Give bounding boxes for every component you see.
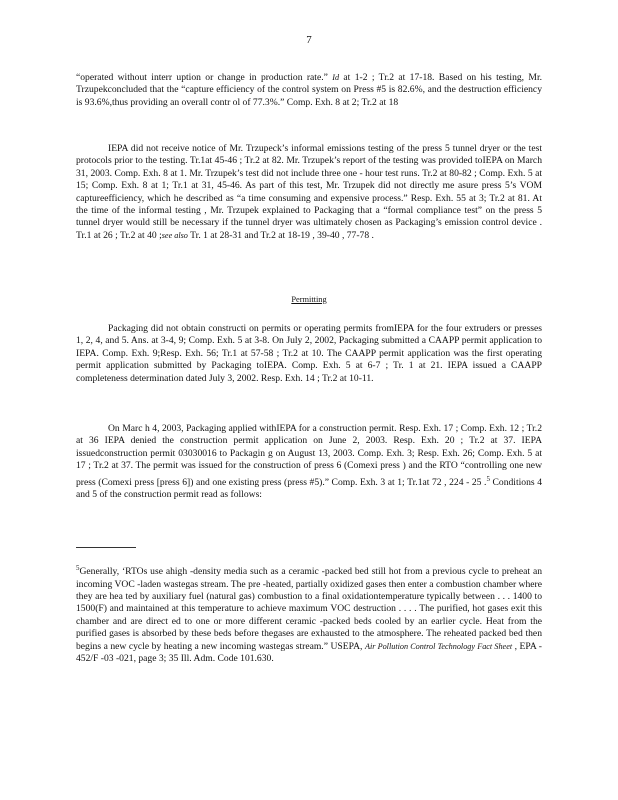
paragraph-permits: Packaging did not obtain constructi on permits or operating permits fromIEPA for the four extruders or presses 1, 2, 4, and 5. Ans. at 3-4, 9; Comp. Exh. 5 at 3-8. On July 2, 2002, Packaging submitted a CAAPP permit application to IEPA. Comp. Exh. 9;Resp. Exh. 56; Tr.1 at 57-58 ; Tr.2 at 10. The CAAPP permit application was the first operating permit application submitted by Packaging toIEPA. Comp. Exh. 5 at 6-7 ; Tr. 1 at 21. IEPA issued a CAAPP completeness determination dated July 3, 2002. Resp. Exh. 14 ; Tr.2 at 10-11. [76,323,542,384]
footnote-reference: 5 [486,474,490,483]
footnote-citation-italic: Air Pollution Control Technology Fact Sheet [364,641,513,651]
section-heading: Permitting [291,295,327,304]
paragraph-text: at 1-2 ; Tr.2 at 17-18. Based on his testing, Mr. Trzupekconcluded that the “capture efficiency of the control system on Press #5 is 82.6%, and the destruction efficiency is 93.6%,thus providing an overall contr ol of 77.3%.” Comp. Exh. 8 at 2; Tr.2 at 18 [76,72,543,108]
paragraph-testing-results [76,72,542,109]
citation-italic: see also [161,230,188,240]
paragraph-text: “operated without interr uption or change in production rate.” [76,72,333,83]
page-number: 7 [306,34,312,46]
paragraph-text: IEPA did not receive notice of Mr. Trzupeck’s informal emissions testing of the press 5 tunnel dryer or the test protocols prior to the testing. Tr.1at 45-46 ; Tr.2 at 82. Mr. Trzupek’s report of the testing was provided toIEPA on March 31, 2003. Comp. Exh. 8 at 1. Mr. Trzupek’s test did not include three one - hour test runs. Tr.2 at 80-82 ; Comp. Exh. 5 at 15; Comp. Exh. 8 at 1; Tr.1 at 31, 45-46. As part of this test, Mr. Trzupek did not directly me asure press 5’s VOM captureefficiency, which he described as “a time consuming and expensive process.” Resp. Exh. 55 at 3; Tr.2 at 81. At the time of the informal testing , Mr. Trzupek explained to Packaging that a “formal compliance test” on the press 5 tunnel dryer would still be necessary if the tunnel dryer was ultimately chosen as Packaging’s emission control device . Tr.1 at 26 ; Tr.2 at 40 ; [76,143,542,241]
paragraph-text: Conditions 4 and 5 of the construction permit read as follows: [76,476,542,501]
footnote [76,562,542,665]
footnote-text: Generally, ‘RTOs use ahigh -density media such as a ceramic -packed bed still hot from a previous cycle to preheat an incoming VOC -laden wastegas stream. The pre -heated, partially oxidized gases then enter a combustion chamber where they are hea ted by auxiliary fuel (natural gas) combustion to a final oxidationtemperature typically between . . . 1400 to 1500(F) and maintained at this temperature to achieve maximum VOC destruction . . . . The purified, hot gases exit this chamber and are direct ed to one or more different ceramic -packed beds cooled by an earlier cycle. Heat from the purified gases is absorbed by these beds before thegases are exhausted to the atmosphere. The reheated packed bed then begins a new cycle by heating a new incoming wastegas stream.” USEPA, [76,566,542,652]
paragraph-text: Tr. 1 at 28-31 and Tr.2 at 18-19 , 39-40 , 77-78 . [187,229,374,241]
paragraph-iepa-notice [76,143,542,242]
paragraph-text: On Marc h 4, 2003, Packaging applied withIEPA for a construction permit. Resp. Exh. 17 ; Comp. Exh. 12 ; Tr.2 at 36 IEPA denied the construction permit application on June 2, 2003. Resp. Exh. 20 ; Tr.2 at 37. IEPA issuedconstruction permit 03030016 to Packagin g on August 13, 2003. Comp. Exh. 3; Resp. Exh. 26; Comp. Exh. 5 at 17 ; Tr.2 at 37. The permit was issued for the construction of press 6 (Comexi press ) and the RTO “controlling one new press (Comexi press [press 6]) and one existing press (press #5).” Comp. Exh. 3 at 1; Tr.1at 72 , 224 - 25 . [76,423,542,488]
citation-italic: Id [332,73,340,82]
footnote-marker: 5 [76,564,80,572]
footnote-divider [76,547,136,548]
paragraph-construction-permit [76,423,542,502]
footnote-text: , EPA - 452/F -03 -021, page 3; 35 Ill. Adm. Code 101.630. [76,640,542,665]
